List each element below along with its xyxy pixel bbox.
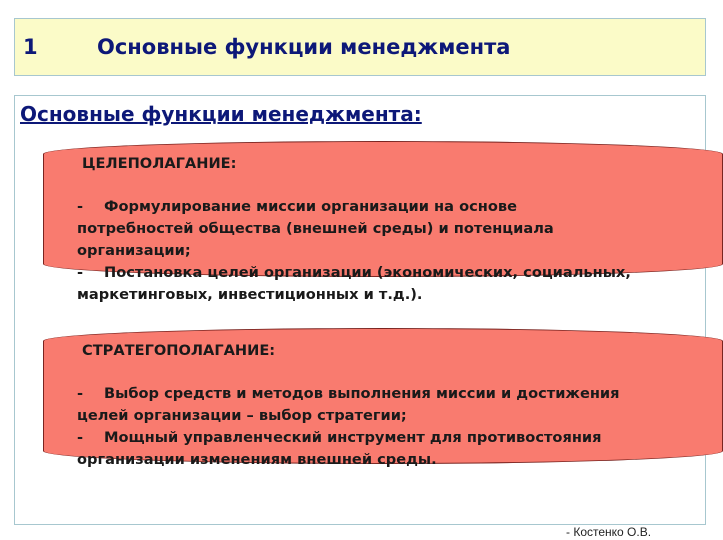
card-strategy-setting bbox=[43, 328, 723, 468]
card-line-text: Мощный управленческий инструмент для противостояния bbox=[104, 429, 602, 446]
bullet-dash: - bbox=[77, 198, 84, 215]
card-bullet-line bbox=[77, 427, 602, 449]
card-bullet-line bbox=[77, 262, 631, 284]
card-line: маркетинговых, инвестиционных и т.д.). bbox=[77, 286, 423, 303]
content-subtitle: Основные функции менеджмента: bbox=[20, 102, 422, 126]
card-line-text: Постановка целей организации (экономических, социальных, bbox=[104, 264, 631, 281]
card-line-text: Выбор средств и методов выполнения миссии и достижения bbox=[104, 385, 620, 402]
card-bullet-line bbox=[77, 196, 517, 218]
content-frame bbox=[14, 95, 706, 525]
copyright-footer: - Костенко О.В. bbox=[566, 525, 652, 539]
card-bullet-line bbox=[77, 383, 620, 405]
slide-title-bar bbox=[14, 18, 706, 76]
bullet-dash: - bbox=[77, 385, 84, 402]
slide-title: Основные функции менеджмента bbox=[97, 35, 511, 59]
slide-number: 1 bbox=[23, 35, 38, 59]
card-line: целей организации – выбор стратегии; bbox=[77, 407, 407, 424]
card-goal-setting bbox=[43, 141, 723, 303]
card-heading: СТРАТЕГОПОЛАГАНИЕ: bbox=[82, 342, 276, 359]
card-line: организации; bbox=[77, 242, 191, 259]
bullet-dash: - bbox=[77, 264, 84, 281]
card-line: организации изменениям внешней среды. bbox=[77, 451, 437, 468]
bullet-dash: - bbox=[77, 429, 84, 446]
card-line-text: Формулирование миссии организации на основе bbox=[104, 198, 517, 215]
card-line: потребностей общества (внешней среды) и потенциала bbox=[77, 220, 554, 237]
card-heading: ЦЕЛЕПОЛАГАНИЕ: bbox=[82, 155, 237, 172]
